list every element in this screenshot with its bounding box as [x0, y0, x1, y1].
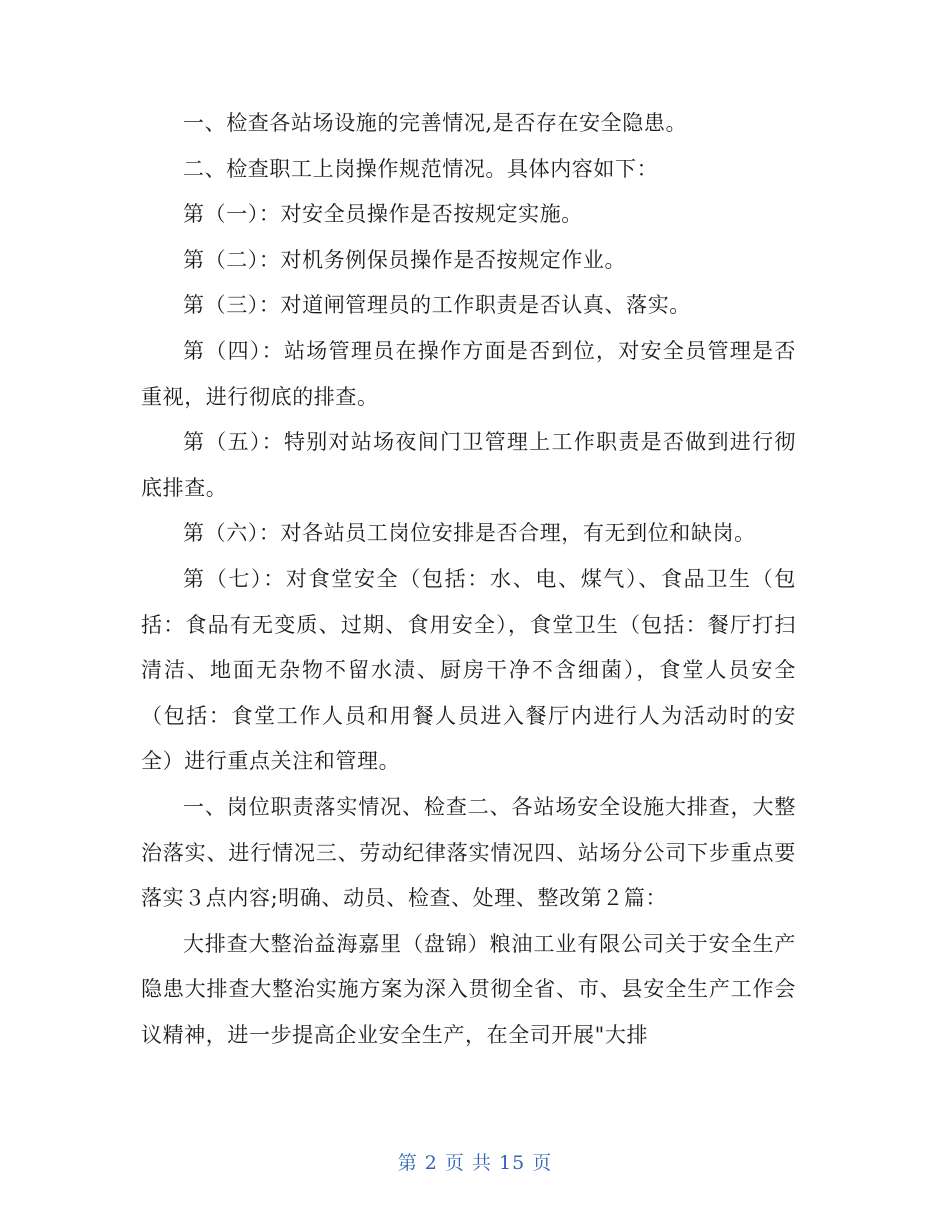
paragraph: 第（七）：对食堂安全（包括：水、电、煤气）、食品卫生（包括：食品有无变质、过期、食用安全），食堂卫生（包括：餐厅打扫清洁、地面无杂物不留水渍、厨房干净不含细菌），食堂人员安全（包括：食堂工作人员和用餐人员进入餐厅内进行人为活动时的安全）进行重点关注和管理。 — [141, 566, 796, 774]
paragraph: 第（五）：特别对站场夜间门卫管理上工作职责是否做到进行彻底排查。 — [141, 430, 796, 500]
paragraph: 二、检查职工上岗操作规范情况。具体内容如下： — [183, 156, 659, 181]
paragraph: 第（三）：对道闸管理员的工作职责是否认真、落实。 — [183, 293, 691, 318]
paragraph: 第（一）：对安全员操作是否按规定实施。 — [183, 202, 583, 227]
page-number-footer: 第 2 页 共 15 页 — [397, 1152, 553, 1174]
paragraph: 第（六）：对各站员工岗位安排是否合理，有无到位和缺岗。 — [183, 521, 756, 546]
paragraph: 大排查大整治益海嘉里（盘锦）粮油工业有限公司关于安全生产隐患大排查大整治实施方案为深入贯彻全省、市、县安全生产工作会议精神，进一步提高企业安全生产，在全司开展"大排 — [141, 931, 796, 1047]
paragraph: 一、检查各站场设施的完善情况,是否存在安全隐患。 — [183, 111, 688, 135]
document-body — [141, 101, 796, 1058]
paragraph: 第（四）：站场管理员在操作方面是否到位，对安全员管理是否重视，进行彻底的排查。 — [141, 338, 796, 409]
paragraph: 第（二）：对机务例保员操作是否按规定作业。 — [183, 247, 627, 272]
paragraph: 一、岗位职责落实情况、检查二、各站场安全设施大排查，大整治落实、进行情况三、劳动纪律落实情况四、站场分公司下步重点要落实３点内容;明确、动员、检查、处理、整改第２篇： — [141, 794, 796, 911]
